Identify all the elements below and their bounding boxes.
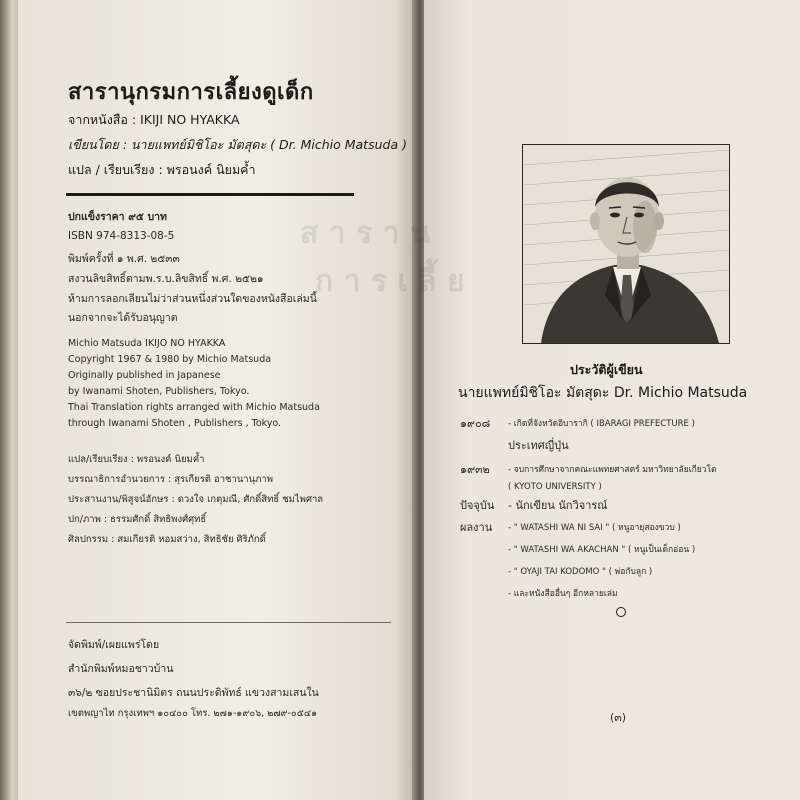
- divider-rule: [66, 193, 354, 196]
- bio-author-name: นายแพทย์มิชิโอะ มัตสุดะ Dr. Michio Matsuda: [458, 385, 748, 401]
- print-line: พิมพ์ครั้งที่ ๑ พ.ศ. ๒๕๓๓: [68, 253, 180, 265]
- ornament-circle: [616, 607, 626, 617]
- prohibit-line: ห้ามการลอกเลียนไม่ว่าส่วนหนึ่งส่วนใดของหนังสือเล่มนี้: [68, 293, 317, 305]
- credit-line: ปก/ภาพ : ธรรมศักดิ์ สิทธิพงศ์ศุทธิ์: [68, 514, 207, 525]
- bio-year: ๑๙๓๒: [460, 463, 490, 476]
- bio-text: - " OYAJI TAI KODOMO " ( พ่อกับลูก ): [508, 567, 653, 577]
- isbn: ISBN 974-8313-08-5: [68, 230, 175, 242]
- english-line: Michio Matsuda IKIJO NO HYAKKA: [68, 338, 226, 349]
- bio-text: - จบการศึกษาจากคณะแพทยศาสตร์ มหาวิทยาลัยเกียวโต: [508, 465, 717, 475]
- bio-year: ๑๙๐๘: [460, 417, 491, 430]
- price-line: ปกแข็งราคา ๙๕ บาท: [68, 211, 167, 223]
- publisher-address: เขตพญาไท กรุงเทพฯ ๑๐๔๐๐ โทร. ๒๗๑-๑๙๐๖, ๒๗๙-๐๕๔๑: [68, 708, 318, 719]
- publisher-label: จัดพิมพ์/เผยแพร่โดย: [68, 639, 160, 651]
- copyright-th: สงวนลิขสิทธิ์ตามพ.ร.บ.ลิขสิทธิ์ พ.ศ. ๒๕๒๑: [68, 273, 264, 285]
- author-portrait: [522, 144, 730, 344]
- publisher-address: ๓๖/๒ ซอยประชานิมิตร ถนนประดิพัทธ์ แขวงสามเสนใน: [68, 687, 319, 699]
- divider-rule: [66, 622, 391, 623]
- author-line: เขียนโดย : นายแพทย์มิชิโอะ มัตสุดะ ( Dr. Michio Matsuda ): [68, 137, 407, 152]
- show-through-text: ก า ร เ ลี้ ย: [315, 264, 465, 299]
- credit-line: บรรณาธิการอำนวยการ : สุรเกียรติ อาชานานุภาพ: [68, 474, 273, 485]
- show-through-text: ส า ร า น: [300, 216, 431, 251]
- book-title: สารานุกรมการเลี้ยงดูเด็ก: [68, 80, 314, 105]
- bio-year: ปัจจุบัน: [460, 499, 495, 512]
- prohibit-line: นอกจากจะได้รับอนุญาต: [68, 312, 178, 324]
- bio-text: ประเทศญี่ปุ่น: [508, 439, 569, 452]
- portrait-sketch: [523, 145, 729, 343]
- english-line: by Iwanami Shoten, Publishers, Tokyo.: [68, 386, 250, 397]
- bio-year: ผลงาน: [460, 521, 493, 534]
- source-line: จากหนังสือ : IKIJI NO HYAKKA: [68, 112, 240, 127]
- bio-text: ( KYOTO UNIVERSITY ): [508, 482, 602, 492]
- english-line: Originally published in Japanese: [68, 370, 221, 381]
- bio-text: - เกิดที่จังหวัดอิบารากิ ( IBARAGI PREFECTURE ): [508, 419, 695, 429]
- english-line: Copyright 1967 & 1980 by Michio Matsuda: [68, 354, 272, 365]
- bio-heading: ประวัติผู้เขียน: [570, 362, 643, 377]
- page-number: (๓): [610, 711, 627, 724]
- bio-text: - " WATASHI WA NI SAI " ( หนูอายุสองขวบ ): [508, 523, 681, 533]
- credit-line: แปล/เรียบเรียง : พรอนงค์ นิยมค้ำ: [68, 454, 205, 465]
- credit-line: ศิลปกรรม : สมเกียรติ หอมสว่าง, สิทธิชัย ศิริภักดิ์: [68, 534, 266, 545]
- bio-text: - " WATASHI WA AKACHAN " ( หนูเป็นเด็กอ่อน ): [508, 545, 696, 555]
- credit-line: ประสานงาน/พิสูจน์อักษร : ดวงใจ เกตุมณี, ศักดิ์สิทธิ์ ชมไพศาล: [68, 494, 324, 505]
- bio-text: - นักเขียน นักวิจารณ์: [508, 499, 608, 512]
- translator-line: แปล / เรียบเรียง : พรอนงค์ นิยมค้ำ: [68, 162, 256, 177]
- publisher-name: สำนักพิมพ์หมอชาวบ้าน: [68, 663, 174, 675]
- english-line: through Iwanami Shoten , Publishers , Tokyo.: [68, 418, 282, 429]
- english-line: Thai Translation rights arranged with Michio Matsuda: [68, 402, 320, 413]
- bio-text: - และหนังสืออื่นๆ อีกหลายเล่ม: [508, 589, 618, 599]
